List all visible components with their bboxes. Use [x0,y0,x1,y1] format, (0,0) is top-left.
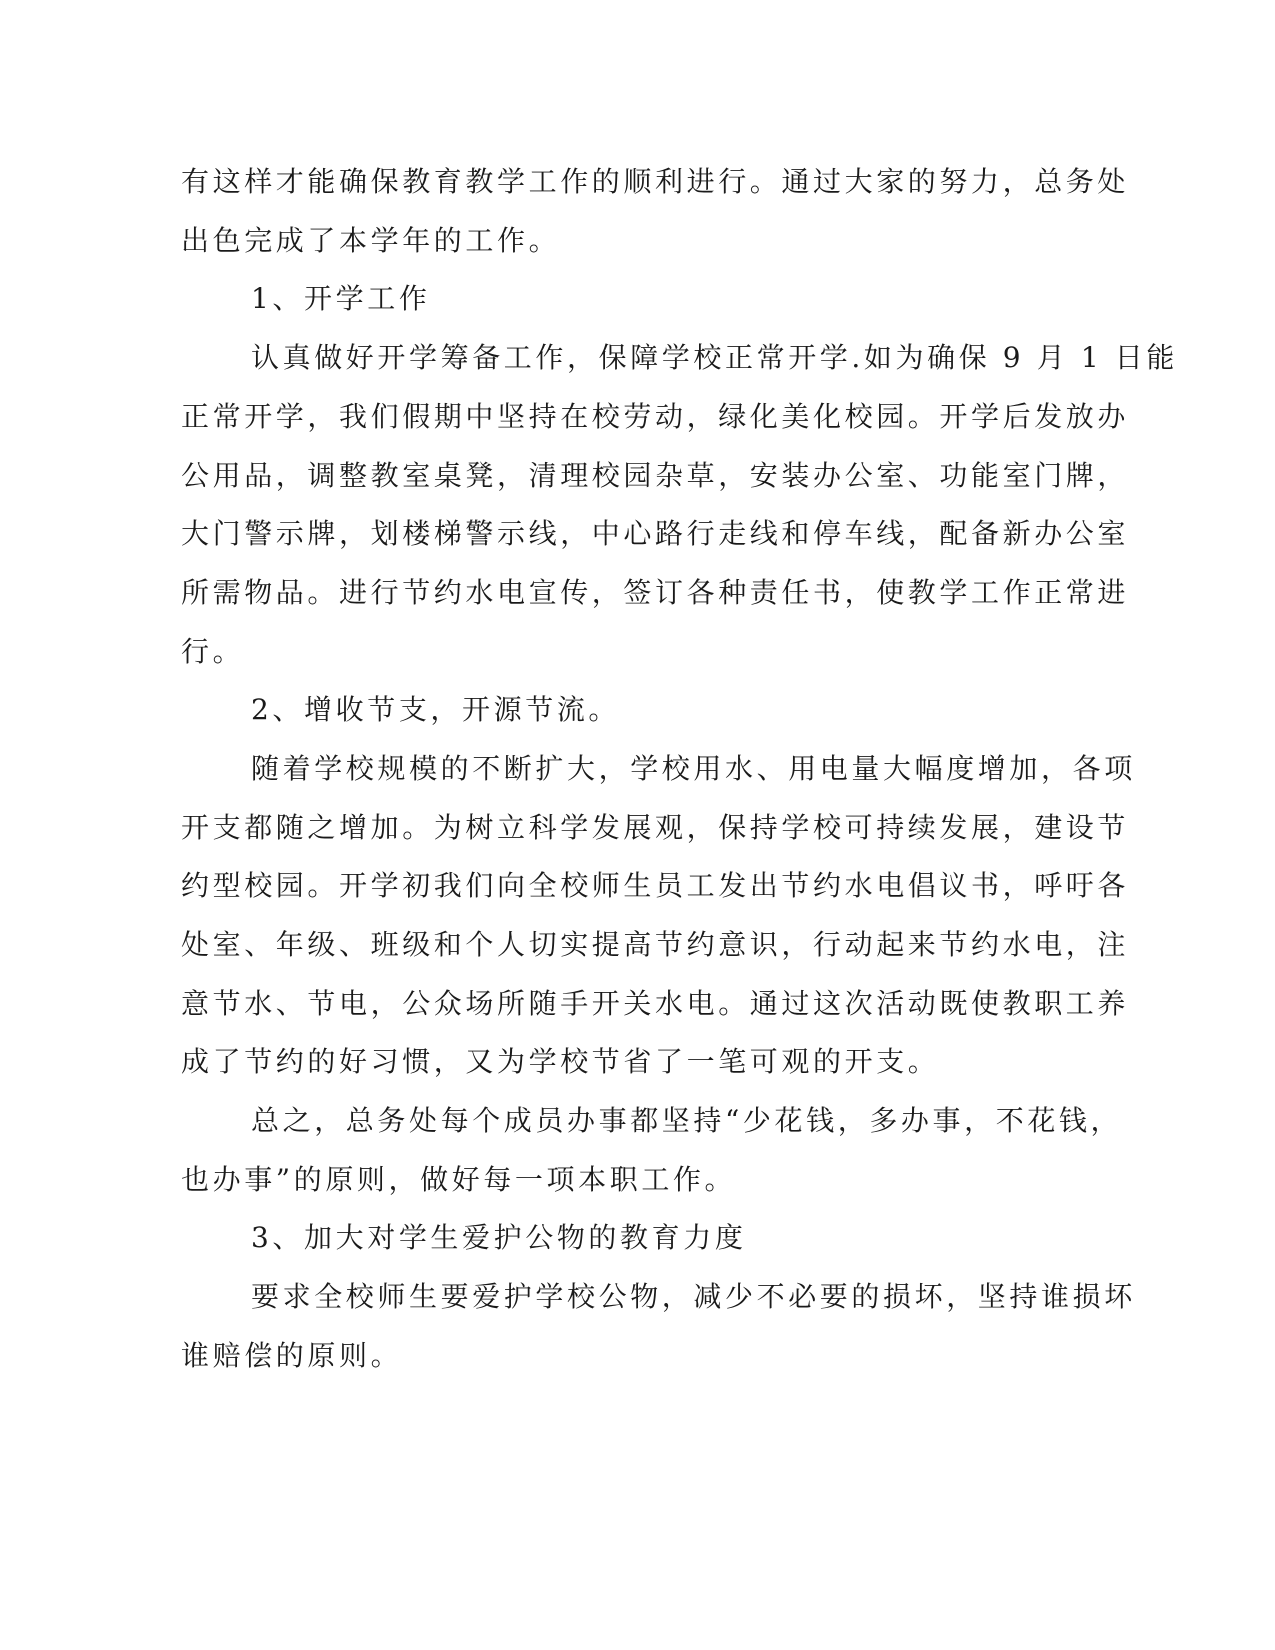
paragraph-line: 大门警示牌，划楼梯警示线，中心路行走线和停车线，配备新办公室 [181,517,1130,550]
section-heading: 3、加大对学生爱护公物的教育力度 [251,1221,747,1254]
section-heading: 1、开学工作 [251,282,431,315]
section-heading: 2、增收节支，开源节流。 [251,693,621,726]
paragraph-line: 处室、年级、班级和个人切实提高节约意识，行动起来节约水电，注 [181,928,1130,961]
paragraph-line: 随着学校规模的不断扩大，学校用水、用电量大幅度增加，各项 [251,752,1136,785]
paragraph-line: 认真做好开学筹备工作，保障学校正常开学.如为确保 9 月 1 日能 [251,341,1178,374]
paragraph-line: 有这样才能确保教育教学工作的顺利进行。通过大家的努力，总务处 [181,165,1130,198]
paragraph-line: 行。 [181,635,245,668]
paragraph-line: 要求全校师生要爱护学校公物，减少不必要的损坏，坚持谁损坏 [251,1280,1136,1313]
paragraph-line: 出色完成了本学年的工作。 [181,224,561,257]
paragraph-line: 成了节约的好习惯，又为学校节省了一笔可观的开支。 [181,1045,940,1078]
paragraph-line: 谁赔偿的原则。 [181,1339,403,1372]
paragraph-line: 公用品，调整教室桌凳，清理校园杂草，安装办公室、功能室门牌， [181,459,1130,492]
paragraph-line: 约型校园。开学初我们向全校师生员工发出节约水电倡议书，呼吁各 [181,869,1130,902]
paragraph-line: 总之，总务处每个成员办事都坚持“少花钱，多办事，不花钱， [251,1104,1123,1137]
paragraph-line: 也办事”的原则，做好每一项本职工作。 [181,1163,737,1196]
paragraph-line: 正常开学，我们假期中坚持在校劳动，绿化美化校园。开学后发放办 [181,400,1130,433]
paragraph-line: 意节水、节电，公众场所随手开关水电。通过这次活动既使教职工养 [181,987,1130,1020]
paragraph-line: 所需物品。进行节约水电宣传，签订各种责任书，使教学工作正常进 [181,576,1130,609]
paragraph-line: 开支都随之增加。为树立科学发展观，保持学校可持续发展，建设节 [181,811,1130,844]
